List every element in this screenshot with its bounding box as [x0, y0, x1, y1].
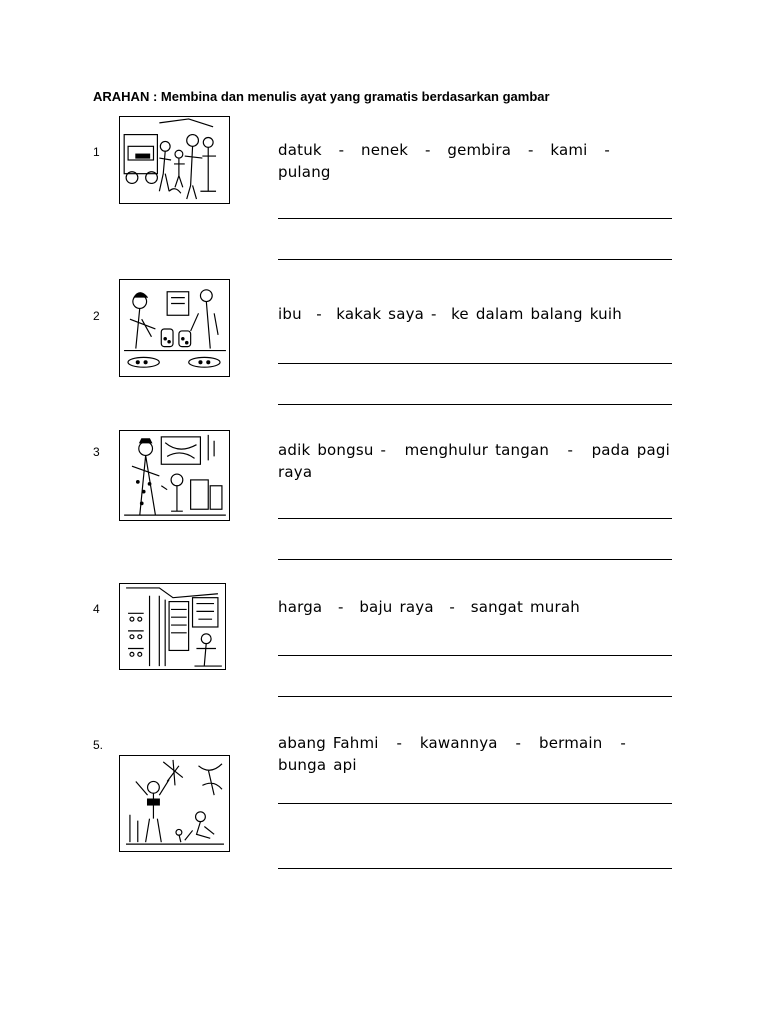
word-prompt — [278, 596, 670, 618]
word: adik bongsu - — [278, 441, 387, 459]
word: - — [338, 598, 344, 616]
word-line-2: pulang — [278, 163, 331, 181]
answer-line[interactable] — [278, 696, 672, 697]
answer-line[interactable] — [278, 559, 672, 560]
word: - — [449, 598, 456, 616]
word: baju raya — [359, 598, 434, 616]
clothes-shop-picture — [119, 583, 226, 670]
word: - — [515, 734, 522, 752]
answer-line[interactable] — [278, 404, 672, 405]
word: - — [620, 734, 626, 752]
worksheet-instruction: ARAHAN : Membina dan menulis ayat yang gramatis berdasarkan gambar — [93, 89, 550, 104]
word: kakak saya - — [336, 305, 437, 323]
answer-line[interactable] — [278, 363, 672, 364]
item-number: 1 — [93, 145, 100, 159]
answer-line[interactable] — [278, 868, 672, 869]
word: - — [316, 305, 322, 323]
word: menghulur tangan — [404, 441, 550, 459]
item-number: 4 — [93, 602, 100, 616]
word-line-2: bunga api — [278, 756, 357, 774]
word: - — [527, 141, 534, 159]
cookie-jar-picture — [119, 279, 230, 377]
word: gembira — [447, 141, 512, 159]
word: - — [567, 441, 574, 459]
word: - — [424, 141, 431, 159]
word: datuk — [278, 141, 322, 159]
answer-line[interactable] — [278, 655, 672, 656]
word: kami — [550, 141, 588, 159]
word: - — [396, 734, 403, 752]
family-greeting-picture — [119, 116, 230, 204]
word: abang Fahmi — [278, 734, 379, 752]
answer-line[interactable] — [278, 259, 672, 260]
answer-line[interactable] — [278, 803, 672, 804]
word-prompt — [278, 439, 670, 483]
answer-line[interactable] — [278, 518, 672, 519]
fireworks-picture — [119, 755, 230, 852]
word: ke dalam balang kuih — [451, 305, 622, 323]
word: - — [338, 141, 345, 159]
word: ibu — [278, 305, 302, 323]
item-number: 3 — [93, 445, 100, 459]
word-line-2: raya — [278, 463, 313, 481]
word: pada pagi — [591, 441, 670, 459]
word-prompt — [278, 303, 670, 325]
answer-line[interactable] — [278, 218, 672, 219]
word: - — [604, 141, 610, 159]
word: sangat murah — [470, 598, 580, 616]
word-prompt — [278, 732, 670, 776]
hand-shake-picture — [119, 430, 230, 521]
word: bermain — [538, 734, 603, 752]
word: nenek — [360, 141, 409, 159]
word: kawannya — [419, 734, 498, 752]
item-number: 2 — [93, 309, 100, 323]
item-number: 5. — [93, 738, 104, 752]
word-prompt — [278, 139, 670, 183]
word: harga — [278, 598, 323, 616]
